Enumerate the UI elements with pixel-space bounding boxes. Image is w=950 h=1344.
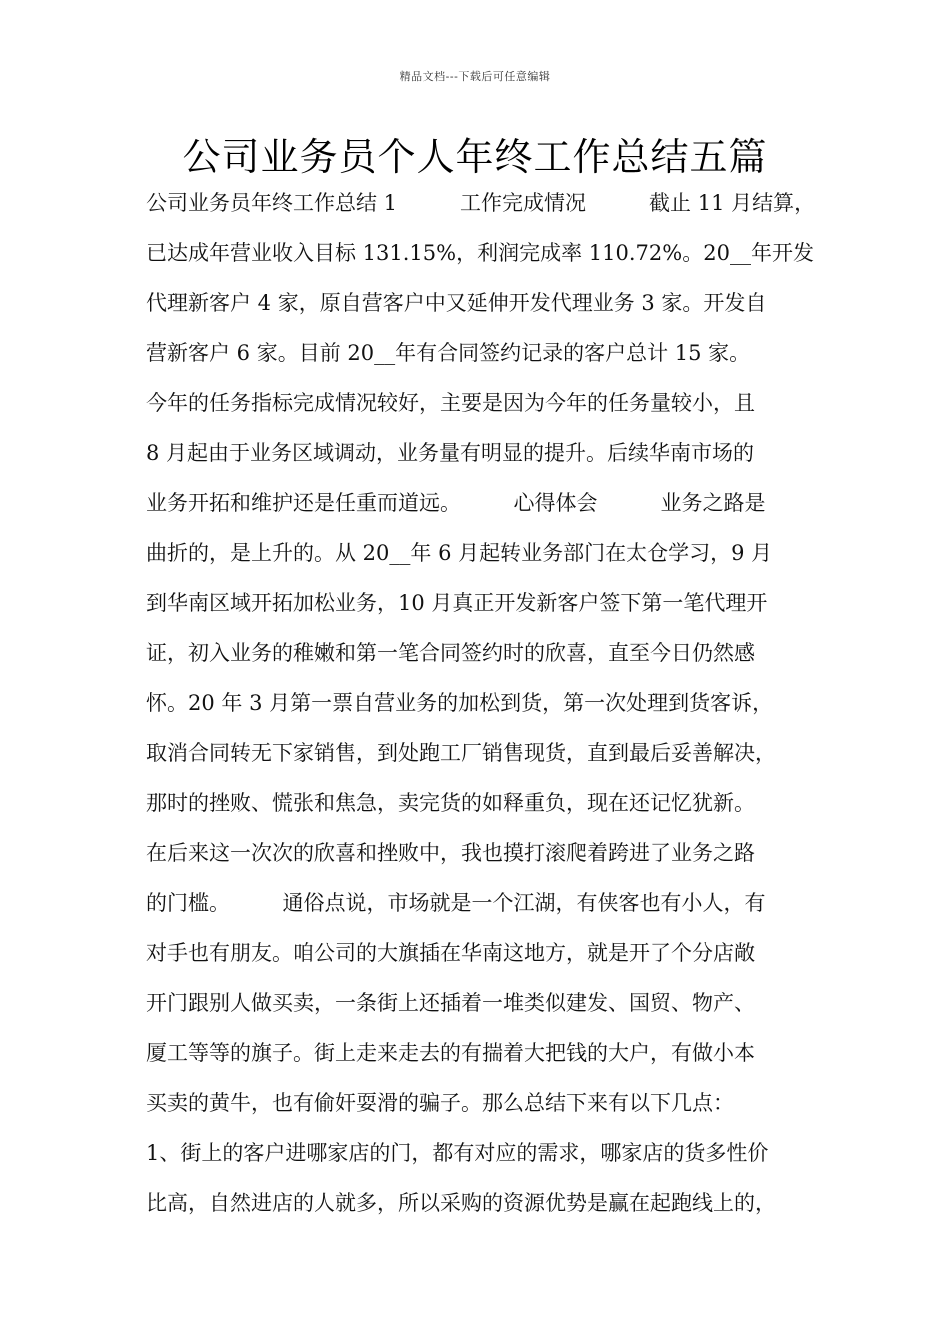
body-line: 怀。20 年 3 月第一票自营业务的加松到货，第一次处理到货客诉， <box>146 691 774 715</box>
body-line: 营新客户 6 家。目前 20__年有合同签约记录的客户总计 15 家。 <box>146 341 751 365</box>
document-title: 公司业务员个人年终工作总结五篇 <box>182 135 768 179</box>
body-line: 取消合同转无下家销售，到处跑工厂销售现货，直到最后妥善解决， <box>146 741 776 765</box>
body-line: 那时的挫败、慌张和焦急，卖完货的如释重负，现在还记忆犹新。 <box>146 791 755 815</box>
body-line: 对手也有朋友。咱公司的大旗插在华南这地方，就是开了个分店敞 <box>146 941 755 965</box>
body-line: 到华南区域开拓加松业务，10 月真正开发新客户签下第一笔代理开 <box>146 591 768 615</box>
body-line: 8 月起由于业务区域调动，业务量有明显的提升。后续华南市场的 <box>146 441 755 465</box>
body-line: 证，初入业务的稚嫩和第一笔合同签约时的欣喜，直至今日仍然感 <box>146 641 755 665</box>
body-line: 今年的任务指标完成情况较好，主要是因为今年的任务量较小，且 <box>146 391 755 415</box>
body-line: 1、街上的客户进哪家店的门，都有对应的需求，哪家店的货多性价 <box>146 1141 769 1165</box>
body-line: 业务开拓和维护还是任重而道远。 心得体会 业务之路是 <box>146 491 766 515</box>
body-line: 厦工等等的旗子。街上走来走去的有揣着大把钱的大户，有做小本 <box>146 1041 755 1065</box>
body-text <box>146 178 826 1228</box>
body-line: 的门槛。 通俗点说，市场就是一个江湖，有侠客也有小人，有 <box>146 891 766 915</box>
header-note: 精品文档---下载后可任意编辑 <box>399 70 551 83</box>
body-line: 比高，自然进店的人就多，所以采购的资源优势是赢在起跑线上的， <box>146 1191 776 1215</box>
body-line: 在后来这一次次的欣喜和挫败中，我也摸打滚爬着跨进了业务之路 <box>146 841 755 865</box>
body-line: 曲折的，是上升的。从 20__年 6 月起转业务部门在太仓学习，9 月 <box>146 541 773 565</box>
body-line: 代理新客户 4 家，原自营客户中又延伸开发代理业务 3 家。开发自 <box>146 291 767 315</box>
body-line: 已达成年营业收入目标 131.15%，利润完成率 110.72%。20__年开发 <box>146 241 814 265</box>
body-line: 开门跟别人做买卖，一条街上还插着一堆类似建发、国贸、物产、 <box>146 991 755 1015</box>
body-line: 公司业务员年终工作总结 1 工作完成情况 截止 11 月结算， <box>146 191 816 215</box>
body-line: 买卖的黄牛，也有偷奸耍滑的骗子。那么总结下来有以下几点： <box>146 1091 734 1115</box>
